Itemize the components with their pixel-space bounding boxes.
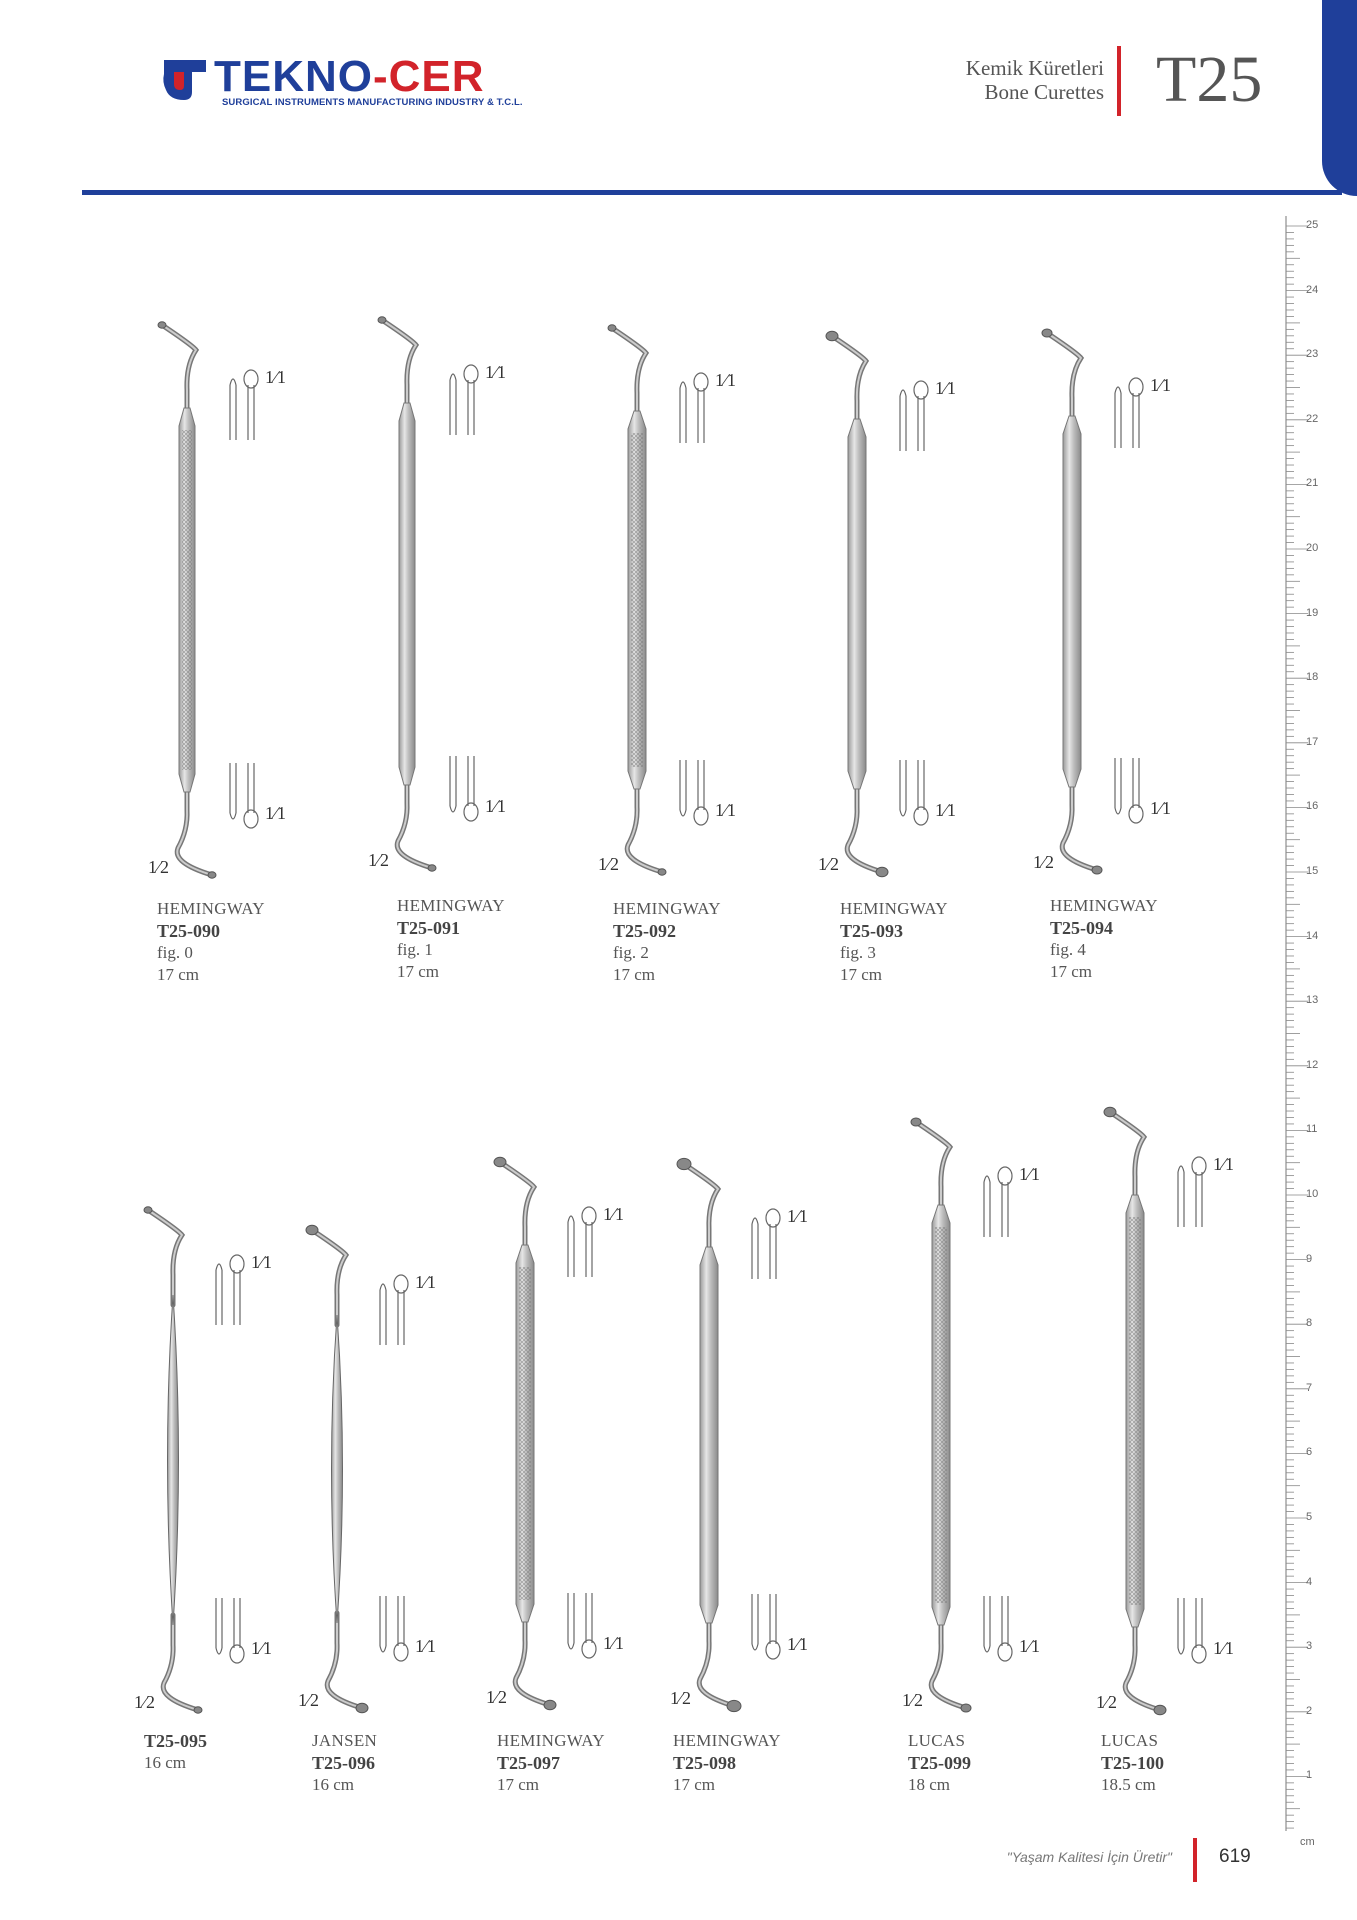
scale-full-label: 1⁄1	[1213, 1638, 1235, 1658]
product-code: T25-094	[1050, 918, 1113, 938]
category-title-tr: Kemik Küretleri	[965, 56, 1104, 80]
ruler-number: 5	[1306, 1511, 1313, 1523]
curette-drawing	[677, 1158, 741, 1711]
product-name: HEMINGWAY	[397, 896, 505, 915]
footer-divider	[1193, 1838, 1197, 1882]
scale-half-label: 1⁄2	[298, 1690, 320, 1710]
scale-full-label: 1⁄1	[715, 370, 737, 390]
product-length: 16 cm	[312, 1775, 355, 1794]
product-figure: fig. 4	[1050, 940, 1086, 959]
page-number: 619	[1219, 1846, 1251, 1867]
scale-full-label: 1⁄1	[1213, 1154, 1235, 1174]
brand-tagline: SURGICAL INSTRUMENTS MANUFACTURING INDUSTRY & T.C.L.	[222, 97, 523, 108]
product-code: T25-100	[1101, 1753, 1164, 1773]
ruler-number: 21	[1306, 477, 1319, 490]
curette-drawing	[306, 1225, 368, 1713]
ruler-number: 10	[1306, 1188, 1319, 1200]
ruler-number: 6	[1306, 1446, 1313, 1459]
scale-full-label: 1⁄1	[265, 803, 287, 823]
ruler-number: 23	[1306, 348, 1319, 361]
ruler-number: 4	[1306, 1575, 1313, 1588]
scale-half-label: 1⁄2	[1096, 1692, 1118, 1712]
tip-detail-drawing	[216, 1255, 244, 1325]
product-figure: fig. 1	[397, 940, 433, 959]
tip-detail-drawing	[380, 1596, 408, 1661]
product-code: T25-096	[312, 1753, 375, 1773]
scale-full-label: 1⁄1	[1150, 798, 1172, 818]
ruler-number: 9	[1306, 1252, 1313, 1265]
scale-full-label: 1⁄1	[485, 362, 507, 382]
brand-dash: -	[373, 52, 389, 101]
product-name: JANSEN	[312, 1731, 378, 1750]
scale-full-label: 1⁄1	[251, 1252, 273, 1272]
product-name: LUCAS	[1101, 1731, 1159, 1750]
ruler-number: 12	[1306, 1058, 1319, 1071]
scale-full-label: 1⁄1	[1019, 1164, 1041, 1184]
ruler-number: 24	[1306, 283, 1319, 296]
scale-half-label: 1⁄2	[368, 850, 390, 870]
product-label	[497, 1730, 605, 1796]
product-figure: fig. 2	[613, 943, 649, 962]
product-name: LUCAS	[908, 1731, 966, 1750]
curette-drawing	[1104, 1107, 1166, 1715]
product-code: T25-097	[497, 1753, 560, 1773]
product-length: 17 cm	[157, 965, 200, 984]
section-code: T25	[1156, 43, 1263, 116]
scale-full-label: 1⁄1	[1150, 375, 1172, 395]
scale-full-label: 1⁄1	[603, 1633, 625, 1653]
ruler-number: 7	[1306, 1381, 1313, 1394]
ruler-number: 13	[1306, 994, 1319, 1007]
curette-drawing	[144, 1207, 202, 1713]
product-code: T25-092	[613, 921, 676, 941]
tip-detail-drawing	[984, 1596, 1012, 1661]
scale-full-label: 1⁄1	[603, 1204, 625, 1224]
scale-full-label: 1⁄1	[415, 1636, 437, 1656]
product-length: 17 cm	[1050, 962, 1093, 981]
tip-detail-drawing	[216, 1598, 244, 1663]
product-length: 18.5 cm	[1101, 1775, 1156, 1794]
ruler-number: 11	[1306, 1123, 1318, 1136]
ruler-number: 3	[1306, 1640, 1313, 1653]
scale-half-label: 1⁄2	[148, 857, 170, 877]
product-label	[673, 1730, 781, 1796]
scale-full-label: 1⁄1	[935, 800, 957, 820]
tip-detail-drawing	[752, 1209, 780, 1279]
product-name: HEMINGWAY	[157, 899, 265, 918]
scale-full-label: 1⁄1	[787, 1206, 809, 1226]
ruler-number: 1	[1306, 1769, 1313, 1782]
tip-detail-drawing	[568, 1207, 596, 1277]
tip-detail-drawing	[380, 1275, 408, 1345]
ruler-number: 14	[1306, 929, 1319, 942]
product-label	[908, 1730, 971, 1796]
product-length: 17 cm	[673, 1775, 716, 1794]
product-length: 17 cm	[840, 965, 883, 984]
product-length: 17 cm	[613, 965, 656, 984]
scale-full-label: 1⁄1	[787, 1634, 809, 1654]
scale-full-label: 1⁄1	[251, 1638, 273, 1658]
scale-half-label: 1⁄2	[670, 1688, 692, 1708]
scale-half-label: 1⁄2	[134, 1692, 156, 1712]
ruler-number: 8	[1306, 1317, 1313, 1330]
ruler-number: 19	[1306, 606, 1319, 619]
ruler-number: 18	[1306, 671, 1319, 684]
scale-half-label: 1⁄2	[818, 854, 840, 874]
scale-half-label: 1⁄2	[902, 1690, 924, 1710]
product-code: T25-098	[673, 1753, 736, 1773]
curette-drawing	[911, 1118, 971, 1712]
ruler-number: 22	[1306, 412, 1319, 425]
product-name: HEMINGWAY	[497, 1731, 605, 1750]
product-label	[144, 1730, 207, 1774]
ruler-number: 15	[1306, 865, 1319, 877]
tip-detail-drawing	[984, 1167, 1012, 1237]
product-name: HEMINGWAY	[613, 899, 721, 918]
brand-name-left: TEKNO	[214, 52, 373, 101]
product-code: T25-093	[840, 921, 903, 941]
tip-detail-drawing	[752, 1594, 780, 1659]
ruler-unit: cm	[1300, 1836, 1315, 1848]
product-name: HEMINGWAY	[673, 1731, 781, 1750]
tip-detail-drawing	[568, 1593, 596, 1658]
scale-full-label: 1⁄1	[715, 800, 737, 820]
product-label	[312, 1730, 377, 1796]
scale-half-label: 1⁄2	[598, 854, 620, 874]
curette-drawing	[494, 1157, 556, 1710]
product-length: 16 cm	[144, 1753, 187, 1772]
tip-detail-drawing	[1178, 1157, 1206, 1227]
scale-half-label: 1⁄2	[1033, 852, 1055, 872]
ruler-number: 17	[1306, 735, 1319, 748]
scale-full-label: 1⁄1	[415, 1272, 437, 1292]
brand-name-right: CER	[388, 52, 485, 101]
product-length: 17 cm	[497, 1775, 540, 1794]
scale-full-label: 1⁄1	[265, 367, 287, 387]
ruler-number: 25	[1306, 219, 1319, 231]
product-length: 18 cm	[908, 1775, 951, 1794]
product-code: T25-091	[397, 918, 460, 938]
product-figure: fig. 0	[157, 943, 193, 962]
scale-full-label: 1⁄1	[1019, 1636, 1041, 1656]
scale-full-label: 1⁄1	[935, 378, 957, 398]
product-name: HEMINGWAY	[1050, 896, 1158, 915]
product-label	[1101, 1730, 1164, 1796]
product-length: 17 cm	[397, 962, 440, 981]
footer-slogan: "Yaşam Kalitesi İçin Üretir"	[1006, 1849, 1172, 1865]
product-name: HEMINGWAY	[840, 899, 948, 918]
tip-detail-drawing	[1178, 1598, 1206, 1663]
scale-half-label: 1⁄2	[486, 1687, 508, 1707]
ruler-number: 2	[1306, 1704, 1313, 1717]
ruler-number: 20	[1306, 542, 1319, 554]
ruler-number: 16	[1306, 800, 1319, 813]
product-code: T25-090	[157, 921, 220, 941]
product-code: T25-099	[908, 1753, 971, 1773]
product-figure: fig. 3	[840, 943, 876, 962]
category-title-en: Bone Curettes	[984, 80, 1104, 104]
product-code: T25-095	[144, 1731, 207, 1751]
scale-full-label: 1⁄1	[485, 796, 507, 816]
